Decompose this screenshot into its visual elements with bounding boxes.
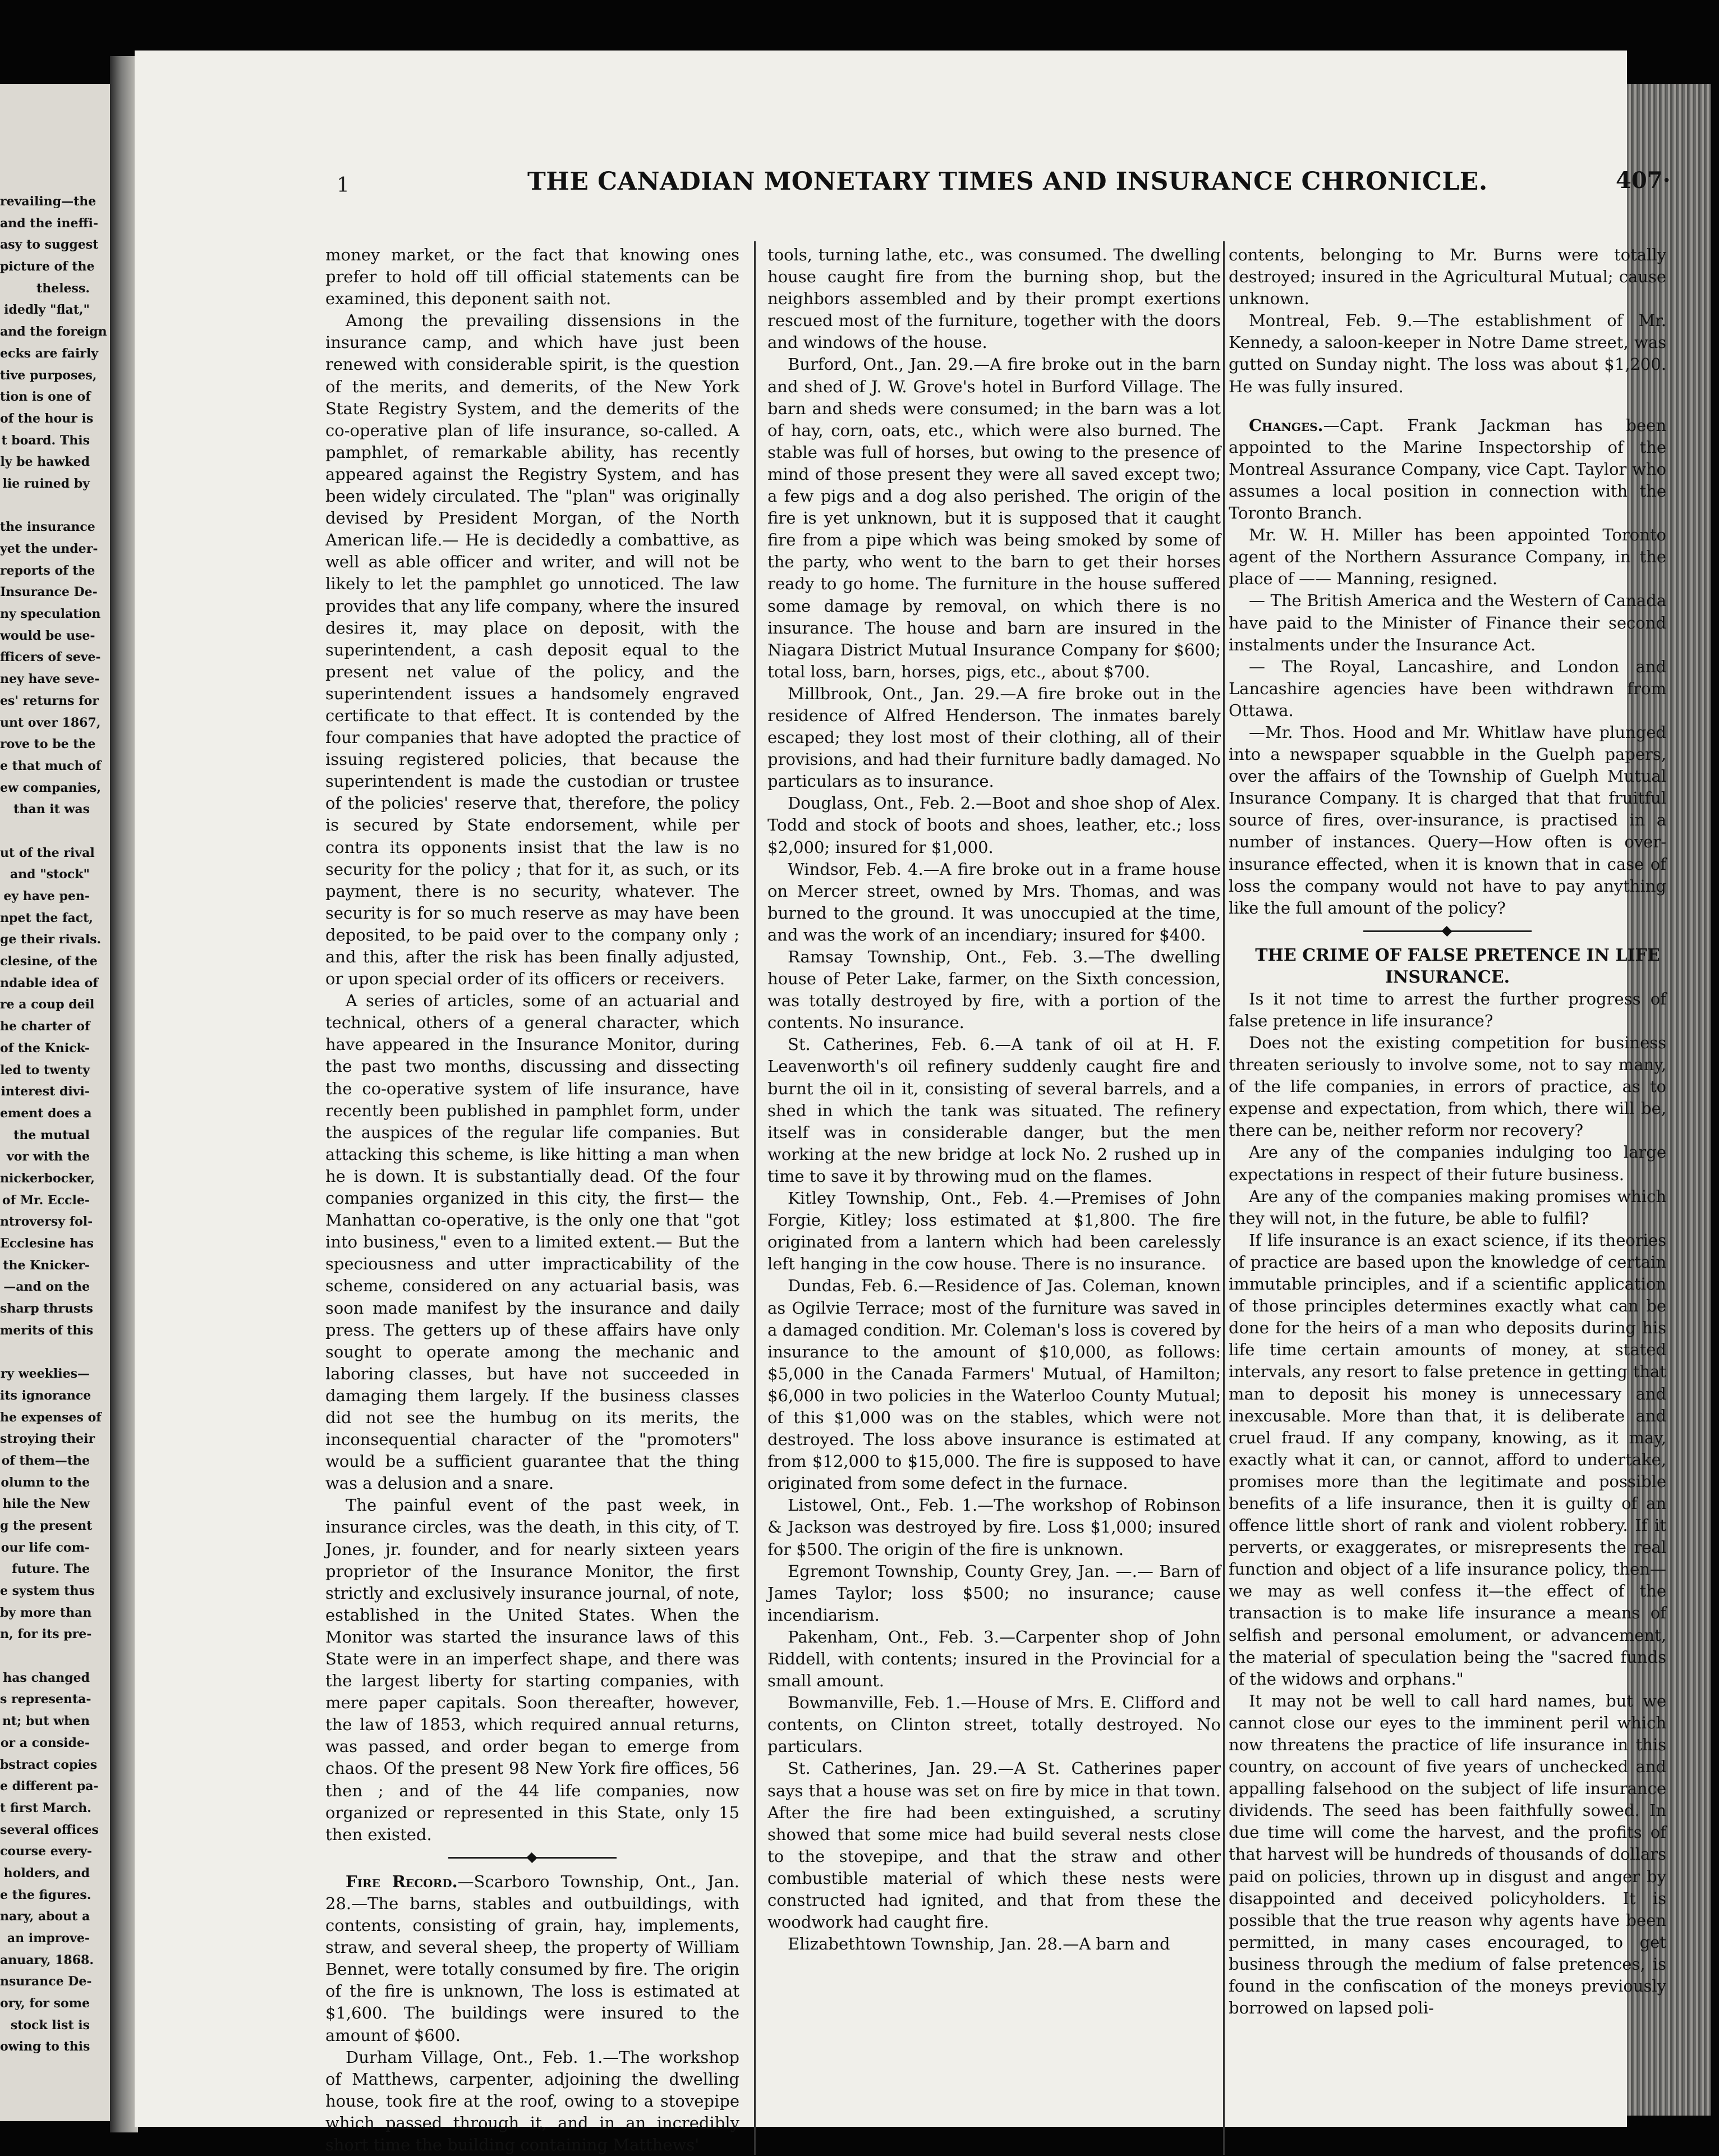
facing-page-line: theless. — [36, 281, 90, 296]
paragraph: If life insurance is an exact science, if its theories of practice are based upon the knowledge of certain immutable principles, and if a scientific application of those principles determines exactly what can be done for the heirs of a man who deposits during his life time certain amounts of money, at stated intervals, any resort to false pretence in getting that man to deposit his money is unnecessary and inexcusable. More than that, it is deliberate and cruel fraud. If any company, knowing, as it may, exactly what it can, or cannot, afford to undertake, promises more than the legitimate and possible benefits of a life insurance, then it is guilty of an offence little short of rank and violent robbery. If it perverts, or exaggerates, or misrepresents the real function and object of a life insurance policy, then—we may as well confess it—the effect of the transaction is to make life insurance a means of selfish and personal emolument, or advancement, the material of speculation being the "sacred funds of the widows and orphans." — [1229, 1230, 1666, 1689]
facing-page-line: interest divi- — [1, 1084, 90, 1099]
facing-page-line: ry weeklies— — [0, 1366, 90, 1382]
facing-page-line — [0, 820, 90, 842]
facing-page-line: ey have pen- — [3, 889, 90, 903]
facing-page-line: by more than — [0, 1605, 92, 1620]
facing-page-line: stock list is — [10, 2017, 90, 2033]
column-1 — [325, 244, 739, 2156]
paragraph: tools, turning lathe, etc., was consumed. The dwelling house caught fire from the burning shop, but the neighbors assembled and by their prompt exertions rescued most of the furniture, together with the doors and windows of the house. — [767, 245, 1221, 352]
fire-record-text: —Scarboro Township, Ont., Jan. 28.—The barns, stables and outbuildings, with contents, consisting of grain, hay, implements, straw, and several sheep, the property of William Bennet, were totally consumed by fire. The origin of the fire is unknown, The loss is estimated at $1,600. The buildings were insured to the amount of $600. — [325, 1871, 739, 2045]
paragraph: Ramsay Township, Ont., Feb. 3.—The dwelling house of Peter Lake, farmer, on the Sixth concession, was totally destroyed by fire, with a portion of the contents. No insurance. — [767, 947, 1221, 1033]
fire-record-heading: Fire Record. — [346, 1871, 458, 1891]
facing-page-line: Insurance De- — [0, 585, 98, 600]
paragraph: Is it not time to arrest the further progress of false pretence in life insurance? — [1229, 989, 1666, 1030]
section-separator — [1363, 930, 1532, 932]
facing-page-line: reports of the — [0, 563, 95, 578]
paragraph: Burford, Ont., Jan. 29.—A fire broke out in the barn and shed of J. W. Grove's hotel in Burford Village. The barn and sheds were consumed; in the barn was a lot of hay, corn, oats, etc., which were also burned. The stable was full of horses, but owing to the presence of mind of those present they were all saved except two; a few pigs and a dog also perished. The origin of the fire is yet unknown, but it is supposed that it caught fire from a pipe which was being smoked by some of the party, who went to the barn to get their horses ready to go home. The furniture in the house suffered some damage by removal, on which there is no insurance. The house and barn are insured in the Niagara District Mutual Insurance Company for $600; total loss, barn, horses, pigs, etc., about $700. — [767, 355, 1221, 681]
facing-page-line: idedly "flat," — [4, 302, 90, 318]
facing-page-line: its ignorance — [0, 1388, 91, 1403]
facing-page-line: s representa- — [0, 1692, 91, 1707]
facing-page-line: several offices — [0, 1822, 99, 1837]
facing-page-line: t first March. — [0, 1800, 91, 1815]
facing-page-line: npet the fact, — [0, 910, 93, 925]
paragraph: Are any of the companies making promises which they will not, in the future, be able to fulfil? — [1229, 1186, 1666, 1228]
paragraph: —Mr. Thos. Hood and Mr. Whitlaw have plunged into a newspaper squabble in the Guelph papers, over the affairs of the Township of Guelph Mutual Insurance Company. It is charged that that fruitful source of fires, over-insurance, is practised in a number of instances. Query—How often is over-insurance effected, when it is known that in case of loss the company would not have to pay anything like the full amount of the policy? — [1229, 722, 1666, 918]
facing-page-line: of the hour is — [0, 411, 94, 426]
paragraph: Listowel, Ont., Feb. 1.—The workshop of Robinson & Jackson was destroyed by fire. Loss $1,000; insured for $500. The origin of the fire is unknown. — [767, 1496, 1221, 1559]
facing-page-line: nickerbocker, — [0, 1171, 95, 1186]
facing-page-line: clesine, of the — [0, 954, 98, 969]
facing-page-line: ew companies, — [0, 780, 101, 795]
paragraph: Bowmanville, Feb. 1.—House of Mrs. E. Clifford and contents, on Clinton street, totally destroyed. No particulars. — [767, 1693, 1221, 1756]
facing-page-line: g the present — [0, 1518, 93, 1533]
paragraph: Pakenham, Ont., Feb. 3.—Carpenter shop of John Riddell, with contents; insured in the Provincial for a small amount. — [767, 1627, 1221, 1691]
facing-page-fragment — [0, 84, 112, 2121]
facing-page-line: ly be hawked — [0, 455, 90, 470]
facing-page-line: ndable idea of — [0, 975, 98, 990]
paragraph: Kitley Township, Ont., Feb. 4.—Premises of John Forgie, Kitley; loss estimated at $1,800. The fire originated from a lantern which had been carelessly left hanging in the cow house. There is no insurance. — [767, 1189, 1221, 1274]
changes-text: —Capt. Frank Jackman has been appointed to the Marine Inspectorship of the Montreal Assurance Company, vice Capt. Taylor who assumes a local position in connection with the Toronto Branch. — [1229, 415, 1666, 523]
column-3 — [1229, 244, 1666, 2019]
facing-page-line: nsurance De- — [0, 1974, 92, 1989]
facing-page-line: ory, for some — [0, 1996, 90, 2011]
facing-page-line: es' returns for — [0, 693, 99, 708]
facing-page-line: of them—the — [1, 1453, 90, 1468]
paragraph: Montreal, Feb. 9.—The establishment of Mr. Kennedy, a saloon-keeper in Notre Dame street, was gutted on Sunday night. The loss was about $1,200. He was fully insured. — [1229, 311, 1666, 396]
paragraph: contents, belonging to Mr. Burns were totally destroyed; insured in the Agricultural Mutual; cause unknown. — [1229, 245, 1666, 309]
facing-page-line: ut of the rival — [0, 845, 95, 860]
facing-page-line: hile the New — [2, 1497, 90, 1512]
page-header — [337, 163, 1671, 208]
facing-page-line: rove to be the — [0, 737, 96, 752]
fire-record-paragraph — [325, 1871, 739, 2047]
facing-page-line — [0, 1645, 90, 1667]
article-title: THE CRIME OF FALSE PRETENCE IN LIFE INSURANCE. — [1255, 945, 1660, 987]
facing-page-line: future. The — [12, 1562, 90, 1577]
paragraph: Mr. W. H. Miller has been appointed Toronto agent of the Northern Assurance Company, in the place of —— Manning, resigned. — [1229, 525, 1666, 589]
facing-page-line: led to twenty — [0, 1062, 90, 1077]
facing-page-line: ecks are fairly — [0, 346, 98, 361]
facing-page-line: bstract copies — [0, 1757, 98, 1772]
paragraph: Durham Village, Ont., Feb. 1.—The workshop of Matthews, carpenter, adjoining the dwelling house, took fire at the roof, owing to a stovepipe which passed through it, and in an incredibly short time the building containing Matthews' — [325, 2047, 739, 2154]
paragraph: Are any of the companies indulging too large expectations in respect of their future business. — [1229, 1143, 1666, 1184]
facing-page-line: of the Knick- — [0, 1040, 90, 1056]
changes-paragraph — [1229, 415, 1666, 524]
facing-page-line: nary, about a — [0, 1909, 90, 1924]
paragraph: Does not the existing competition for business threaten seriously to involve some, not to say many, of the life companies, in errors of practice, as to expense and expectation, from which, there will be, there can be, neither reform nor recovery? — [1229, 1033, 1666, 1140]
paragraph: A series of articles, some of an actuarial and technical, others of a general character, which have appeared in the Insurance Monitor, during the past two months, discussing and dissecting the co-operative system of life insurance, have recently been published in pamphlet form, under the auspices of the regular life companies. But attacking this scheme, is like hitting a man when he is down. It is substantially dead. Of the four companies organized in this city, the first— the Manhattan co-operative, is the only one that "got into business," even to a limited extent.— But the speciousness and utter impracticability of the scheme, considered on any actuarial basis, was soon made manifest by the insurance and daily press. The getters up of these affairs have only sought to operate among the mechanic and laboring classes, but have not succeeded in damaging them largely. If the business classes did not see the humbug on its merits, the inconsequential character of the "promoters" would be a sufficient guarantee that the thing was a delusion and a snare. — [325, 991, 739, 1493]
facing-page-line: asy to suggest — [0, 237, 99, 253]
facing-page-line: nt; but when — [2, 1714, 90, 1729]
facing-page-line: has changed — [3, 1670, 90, 1685]
facing-page-line: course every- — [0, 1844, 92, 1859]
facing-page-line: Ecclesine has — [0, 1236, 94, 1251]
facing-page-line: fficers of seve- — [0, 650, 101, 665]
paragraph: Among the prevailing dissensions in the insurance camp, and which have just been renewed with considerable spirit, is the question of the merits, and demerits, of the New York State Registry System, and the demerits of the co-operative plan of life insurance, so-called. A pamphlet, of remarkable ability, has recently appeared against the Registry System, and has been widely circulated. The "plan" was originally devised by President Morgan, of the North American life.— He is decidedly a combattive, as well as able officer and writer, and will not be likely to let the pamphlet go unnoticed. The law provides that any life company, where the insured desires it, may place on deposit, with the superintendent, a cash deposit equal to the present net value of the policy, and the superintendent issues a handsomely engraved certificate to that effect. It is contended by the four companies that have adopted the practice of issuing registered policies, that because the superintendent is made the custodian or trustee of the policies' reserve that, therefore, the policy is secured by State endorsement, while per contra its opponents insist that the law is no security for the policy ; that for it, as such, or its payment, there is no security, whatever. The security is for so much reserve as may have been deposited, to be paid over to the company only ; and this, after the risk has been finally adjusted, or upon special order of its officers or receivers. — [325, 311, 739, 989]
facing-page-text — [0, 191, 107, 2058]
column-rule — [754, 241, 756, 2155]
paragraph: — The British America and the Western of Canada have paid to the Minister of Finance their second instalments under the Insurance Act. — [1229, 591, 1666, 654]
facing-page-line: an improve- — [7, 1931, 90, 1946]
facing-page-line: lie ruined by — [2, 476, 90, 491]
newspaper-page — [135, 51, 1671, 2154]
book-gutter — [110, 56, 138, 2132]
facing-page-line: of Mr. Eccle- — [2, 1192, 90, 1208]
facing-page-line: e that much of — [0, 758, 102, 773]
margin-mark: 1 — [337, 174, 350, 197]
facing-page-line — [0, 495, 90, 517]
section-separator — [448, 1857, 617, 1859]
facing-page-line: owing to this — [0, 2039, 90, 2054]
facing-page-line: re a coup deil — [0, 997, 95, 1012]
paragraph: Windsor, Feb. 4.—A fire broke out in a frame house on Mercer street, owned by Mrs. Thomas, and was burned to the ground. It was unoccupied at the time, and was the work of an incendiary; insured for $400. — [767, 859, 1221, 944]
paragraph: Dundas, Feb. 6.—Residence of Jas. Coleman, known as Ogilvie Terrace; most of the furniture was saved in a damaged condition. Mr. Coleman's loss is covered by insurance to the amount of $10,000, as follows: $5,000 in the Canada Farmers' Mutual, of Hamilton; $6,000 in two policies in the Waterloo County Mutual; of this $1,000 was on the stables, which were not destroyed. The loss above insurance is estimated at from $12,000 to $15,000. The fire is supposed to have originated from some defect in the furnace. — [767, 1276, 1221, 1493]
facing-page-line: ement does a — [0, 1105, 92, 1121]
facing-page-line: e the figures. — [0, 1887, 91, 1902]
page-number: 407· — [1616, 167, 1671, 194]
facing-page-line: holders, and — [3, 1865, 90, 1880]
facing-page-line: and "stock" — [10, 867, 90, 882]
facing-page-line: ny speculation — [0, 607, 101, 622]
facing-page-line: tion is one of — [0, 389, 91, 405]
facing-page-line: revailing—the — [0, 194, 96, 209]
facing-page-line: and the ineffi- — [0, 215, 99, 231]
facing-page-line: our life com- — [1, 1540, 90, 1555]
paragraph: It may not be well to call hard names, but we cannot close our eyes to the imminent peril which now threatens the practice of life insurance in this country, on account of five years of unchecked and appalling falsehood on the subject of life insurance dividends. The seed has been faithfully sowed. In due time will come the harvest, and the profits of that harvest will be hundreds of thousands of dollars paid on policies, thrown up in disgust and anger by disappointed and deceived policyholders. It is possible that the true reason why agents have been permitted, in many cases encouraged, to get business through the medium of false pretences, is found in the confiscation of the moneys previously borrowed on lapsed poli- — [1229, 1691, 1666, 2018]
facing-page-line: he expenses of — [0, 1410, 102, 1425]
paragraph: The painful event of the past week, in insurance circles, was the death, in this city, of T. Jones, jr. founder, and for nearly sixteen years proprietor of the Insurance Monitor, the first strictly and exclusively insurance journal, of note, established in the United States. When the Monitor was started the insurance laws of this State were in an imperfect shape, and there was the largest liberty for starting companies, with mere paper capitals. Soon thereafter, however, the law of 1853, which required annual returns, was passed, and order began to emerge from chaos. Of the present 98 New York fire offices, 56 then ; and of the 44 life companies, now organized or represented in this State, only 15 then existed. — [325, 1496, 739, 1844]
facing-page-line: than it was — [13, 802, 90, 817]
paragraph: Millbrook, Ont., Jan. 29.—A fire broke out in the residence of Alfred Henderson. The inmates barely escaped; they lost most of their clothing, all of their provisions, and had their furniture badly damaged. No particulars as to insurance. — [767, 684, 1221, 791]
facing-page-line: anuary, 1868. — [0, 1952, 94, 1967]
facing-page-line: —and on the — [3, 1279, 90, 1295]
paragraph: St. Catherines, Jan. 29.—A St. Catherines paper says that a house was set on fire by mice in that town. After the fire had been extinguished, a scrutiny showed that some mice had build several nests close to the stovepipe, and that the straw and other combustible material of which these nests were constructed had ignited, and that from these the woodwork had caught fire. — [767, 1759, 1221, 1932]
facing-page-line: the mutual — [13, 1127, 90, 1143]
facing-page-line: the insurance — [0, 520, 95, 535]
facing-page-line: tive purposes, — [0, 368, 97, 383]
page-title: THE CANADIAN MONETARY TIMES AND INSURANCE CHRONICLE. — [527, 167, 1488, 196]
facing-page-line: the Knicker- — [3, 1258, 90, 1273]
facing-page-line: olumn to the — [1, 1475, 90, 1490]
facing-page-line: unt over 1867, — [0, 715, 101, 730]
facing-page-line: t board. This — [1, 433, 90, 448]
paragraph: Egremont Township, County Grey, Jan. —.— Barn of James Taylor; loss $500; no insurance; cause incendiarism. — [767, 1561, 1221, 1625]
paragraph: St. Catherines, Feb. 6.—A tank of oil at H. F. Leavenworth's oil refinery suddenly caught fire and burnt the oil in it, consisting of several barrels, and a shed in which the tank was situated. The refinery itself was in considerable danger, but the men working at the new bridge at lock No. 2 rushed up in time to save it by throwing mud on the flames. — [767, 1035, 1221, 1186]
column-rule — [1223, 241, 1225, 2155]
facing-page-line: yet the under- — [0, 542, 98, 556]
facing-page-line: ntroversy fol- — [0, 1214, 93, 1230]
column-2 — [767, 244, 1221, 1955]
facing-page-line: and the foreign — [0, 324, 107, 340]
paragraph: Elizabethtown Township, Jan. 28.—A barn and — [788, 1934, 1170, 1954]
paragraph: — The Royal, Lancashire, and London and Lancashire agencies have been withdrawn from Ottawa. — [1229, 657, 1666, 720]
facing-page-line: ge their rivals. — [0, 932, 102, 947]
facing-page-line: vor with the — [7, 1149, 90, 1164]
facing-page-line: sharp thrusts — [0, 1301, 93, 1316]
changes-heading: Changes. — [1249, 415, 1323, 435]
facing-page-line — [0, 1341, 90, 1363]
facing-page-line: n, for its pre- — [0, 1627, 92, 1642]
facing-page-line: he charter of — [0, 1019, 90, 1034]
paragraph: money market, or the fact that knowing ones prefer to hold off till official statements can be examined, this deponent saith not. — [325, 245, 739, 309]
facing-page-line: merits of this — [0, 1323, 94, 1338]
facing-page-line: or a conside- — [0, 1735, 90, 1750]
facing-page-line: ney have seve- — [0, 672, 100, 687]
facing-page-line: e system thus — [0, 1584, 95, 1598]
facing-page-line: stroying their — [0, 1432, 95, 1447]
facing-page-line: would be use- — [0, 628, 95, 643]
facing-page-line: e different pa- — [0, 1779, 99, 1794]
facing-page-line: picture of the — [0, 259, 95, 274]
paragraph: Douglass, Ont., Feb. 2.—Boot and shoe shop of Alex. Todd and stock of boots and shoes, leather, etc.; loss $2,000; insured for $1,000. — [767, 793, 1221, 857]
